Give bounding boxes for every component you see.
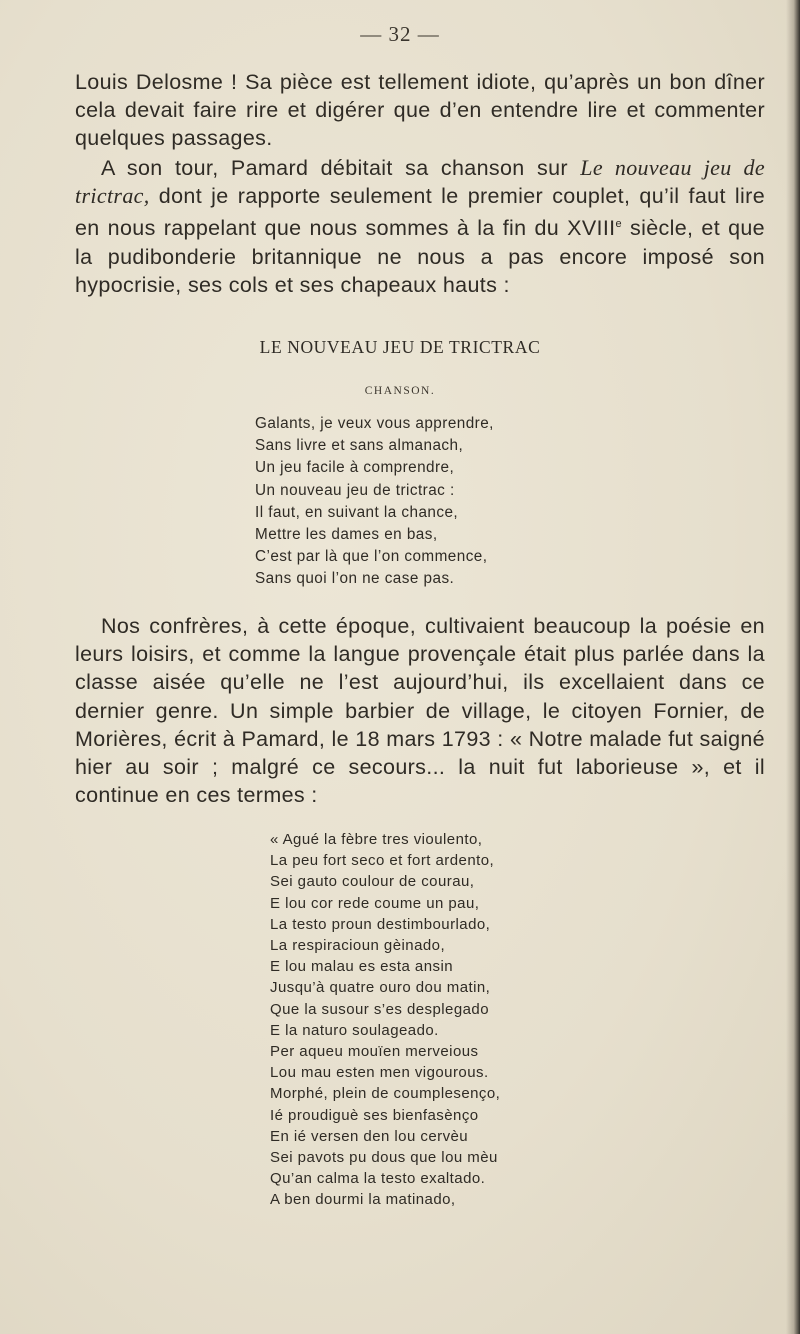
verse-line: Lou mau esten men vigourous. [270,1064,489,1082]
verse-line: Sei pavots pu dous que lou mèu [270,1149,498,1167]
verse-line: En ié versen den lou cervèu [270,1127,469,1145]
paragraph-2-middle: dont je rapporte seulement le premier couplet, qu’il faut lire en nous rappelant que nous sommes à la fin du XVIII [75,184,765,241]
song-verse [255,413,494,591]
verse-line: E la naturo soulageado. [270,1021,439,1039]
song-subtitle: CHANSON. [364,385,436,397]
verse-line: Sei gauto coulour de courau, [270,873,475,891]
provencal-verse [270,829,500,1211]
paragraph-1-text: Louis Delosme ! Sa pièce est tellement idiote, qu’après un bon dîner cela devait faire rire et digérer que d’en entendre lire et commenter quelques passages. [75,70,765,151]
verse-line: Un nouveau jeu de trictrac : [255,481,455,499]
paragraph-1 [75,68,765,153]
page-number: — 32 — [360,22,440,46]
paragraph-3-text: Nos confrères, à cette époque, cultivaient beaucoup la poésie en leurs loisirs, et comme la langue provençale était plus parlée dans la classe aisée qu’elle ne l’est aujourd’hui, ils excellaient dans ce dernier genre. Un simple barbier de village, le citoyen Fornier, de Morières, écrit à Pamard, le 18 mars 1793 : « Notre malade fut saigné hier au soir ; malgré ce secours... la nuit fut laborieuse », et il continue en ces termes : [75,614,765,808]
verse-line: La testo proun destimbourlado, [270,915,491,933]
verse-line: « Agué la fèbre tres vioulento, [270,831,483,848]
verse-line: Il faut, en suivant la chance, [255,503,459,521]
paragraph-2-text [75,154,765,299]
verse-line: Jusqu’à quatre ouro dou matin, [270,979,491,997]
paragraph-3 [75,612,765,809]
book-edge-shadow [786,0,800,1334]
verse-line: Un jeu facile à comprendre, [255,459,455,477]
verse-line: Per aqueu mouïen merveious [270,1043,479,1061]
verse-line: Sans livre et sans almanach, [255,437,464,455]
song-title-reference: Le nouveau jeu de trictrac, [75,155,765,209]
paragraph-2 [75,154,765,299]
verse-line: E lou cor rede coume un pau, [270,894,480,912]
verse-line: E lou malau es esta ansin [270,958,454,976]
verse-line: Galants, je veux vous apprendre, [255,415,494,432]
verse-line: Morphé, plein de coumplesenço, [270,1085,501,1103]
verse-line: La respiracioun gèinado, [270,937,446,955]
verse-line: C’est par là que l’on commence, [255,548,488,566]
verse-line: La peu fort seco et fort ardento, [270,852,495,870]
paragraph-2-end: siècle, et que la pudibonderie britannique ne nous a pas encore imposé son hypocrisie, ses cols et ses chapeaux hauts : [75,216,765,297]
verse-line: Que la susour s’es desplegado [270,1000,490,1018]
verse-line: Qu’an calma la testo exaltado. [270,1170,486,1188]
verse-line: Sans quoi l’on ne case pas. [255,570,455,588]
song-title: LE NOUVEAU JEU DE TRICTRAC [259,337,541,357]
verse-line: Mettre les dames en bas, [255,526,438,544]
century-superscript: e [615,218,622,231]
verse-line: A ben dourmi la matinado, [270,1191,456,1209]
paragraph-2-lead: A son tour, Pamard débitait sa chanson sur [101,156,581,180]
verse-line: Ié proudiguè ses bienfasènço [270,1106,479,1124]
